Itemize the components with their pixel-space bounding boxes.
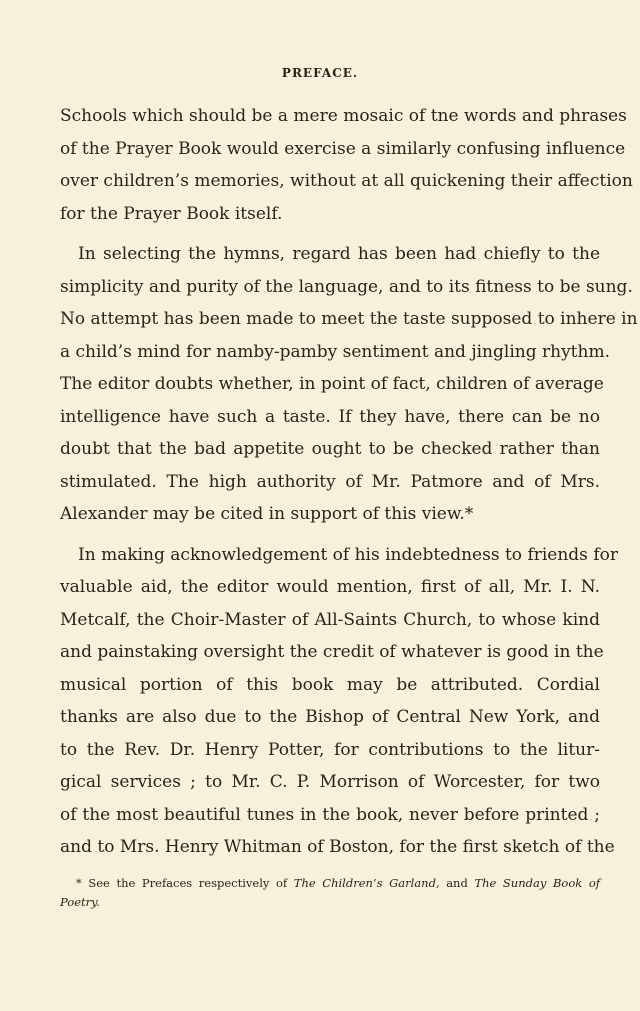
- text-line: thanks are also due to the Bishop of Central New York, and: [60, 707, 600, 727]
- footnote-text: and: [439, 876, 475, 890]
- text-line: of the Prayer Book would exercise a similarly confusing influence: [60, 138, 626, 159]
- footnote-text: * See the Prefaces respectively of: [76, 876, 294, 890]
- footnote-line: [60, 893, 600, 912]
- text-line: over children’s memories, without at all quickening their affection: [60, 171, 633, 191]
- text-line: Metcalf, the Choir-Master of All-Saints Church, to whose kind: [60, 609, 600, 630]
- text-line: No attempt has been made to meet the taste supposed to inhere in: [60, 309, 638, 329]
- text-line: intelligence have such a taste. If they have, there can be no: [60, 406, 600, 427]
- text-line: In selecting the hymns, regard has been had chiefly to the: [78, 244, 600, 264]
- text-line: In making acknowledgement of his indebtedness to friends for: [78, 544, 618, 565]
- text-line: a child’s mind for namby-pamby sentiment and jingling rhythm.: [60, 341, 610, 362]
- text-line: and to Mrs. Henry Whitman of Boston, for the first sketch of the: [60, 837, 615, 857]
- text-line: doubt that the bad appetite ought to be checked rather than: [60, 439, 600, 459]
- running-header: PREFACE.: [281, 66, 359, 80]
- footnote-title: Poetry.: [60, 895, 100, 909]
- text-line: to the Rev. Dr. Henry Potter, for contributions to the litur-: [60, 739, 600, 760]
- text-line: musical portion of this book may be attributed. Cordial: [60, 674, 600, 695]
- text-line: and painstaking oversight the credit of whatever is good in the: [60, 642, 604, 662]
- body-text: [60, 100, 638, 864]
- footnote: [60, 874, 600, 912]
- text-line: The editor doubts whether, in point of fact, children of average: [60, 374, 604, 394]
- footnote-title: The Children’s Garland,: [293, 876, 440, 890]
- text-line: Alexander may be cited in support of this view.*: [60, 504, 474, 524]
- text-line: Schools which should be a mere mosaic of tne words and phrases: [60, 106, 627, 126]
- text-line: of the most beautiful tunes in the book, never before printed ;: [60, 804, 600, 825]
- footnote-title: The Sunday Book of: [474, 876, 600, 890]
- footnote-line: [60, 874, 600, 893]
- text-line: stimulated. The high authority of Mr. Patmore and of Mrs.: [60, 471, 600, 492]
- text-line: simplicity and purity of the language, and to its fitness to be sung.: [60, 276, 633, 297]
- text-line: gical services ; to Mr. C. P. Morrison of Worcester, for two: [60, 772, 600, 792]
- paragraph-gap: [60, 531, 600, 539]
- paragraph-gap: [60, 230, 600, 238]
- text-line: valuable aid, the editor would mention, first of all, Mr. I. N.: [60, 577, 600, 597]
- text-line: for the Prayer Book itself.: [60, 203, 283, 224]
